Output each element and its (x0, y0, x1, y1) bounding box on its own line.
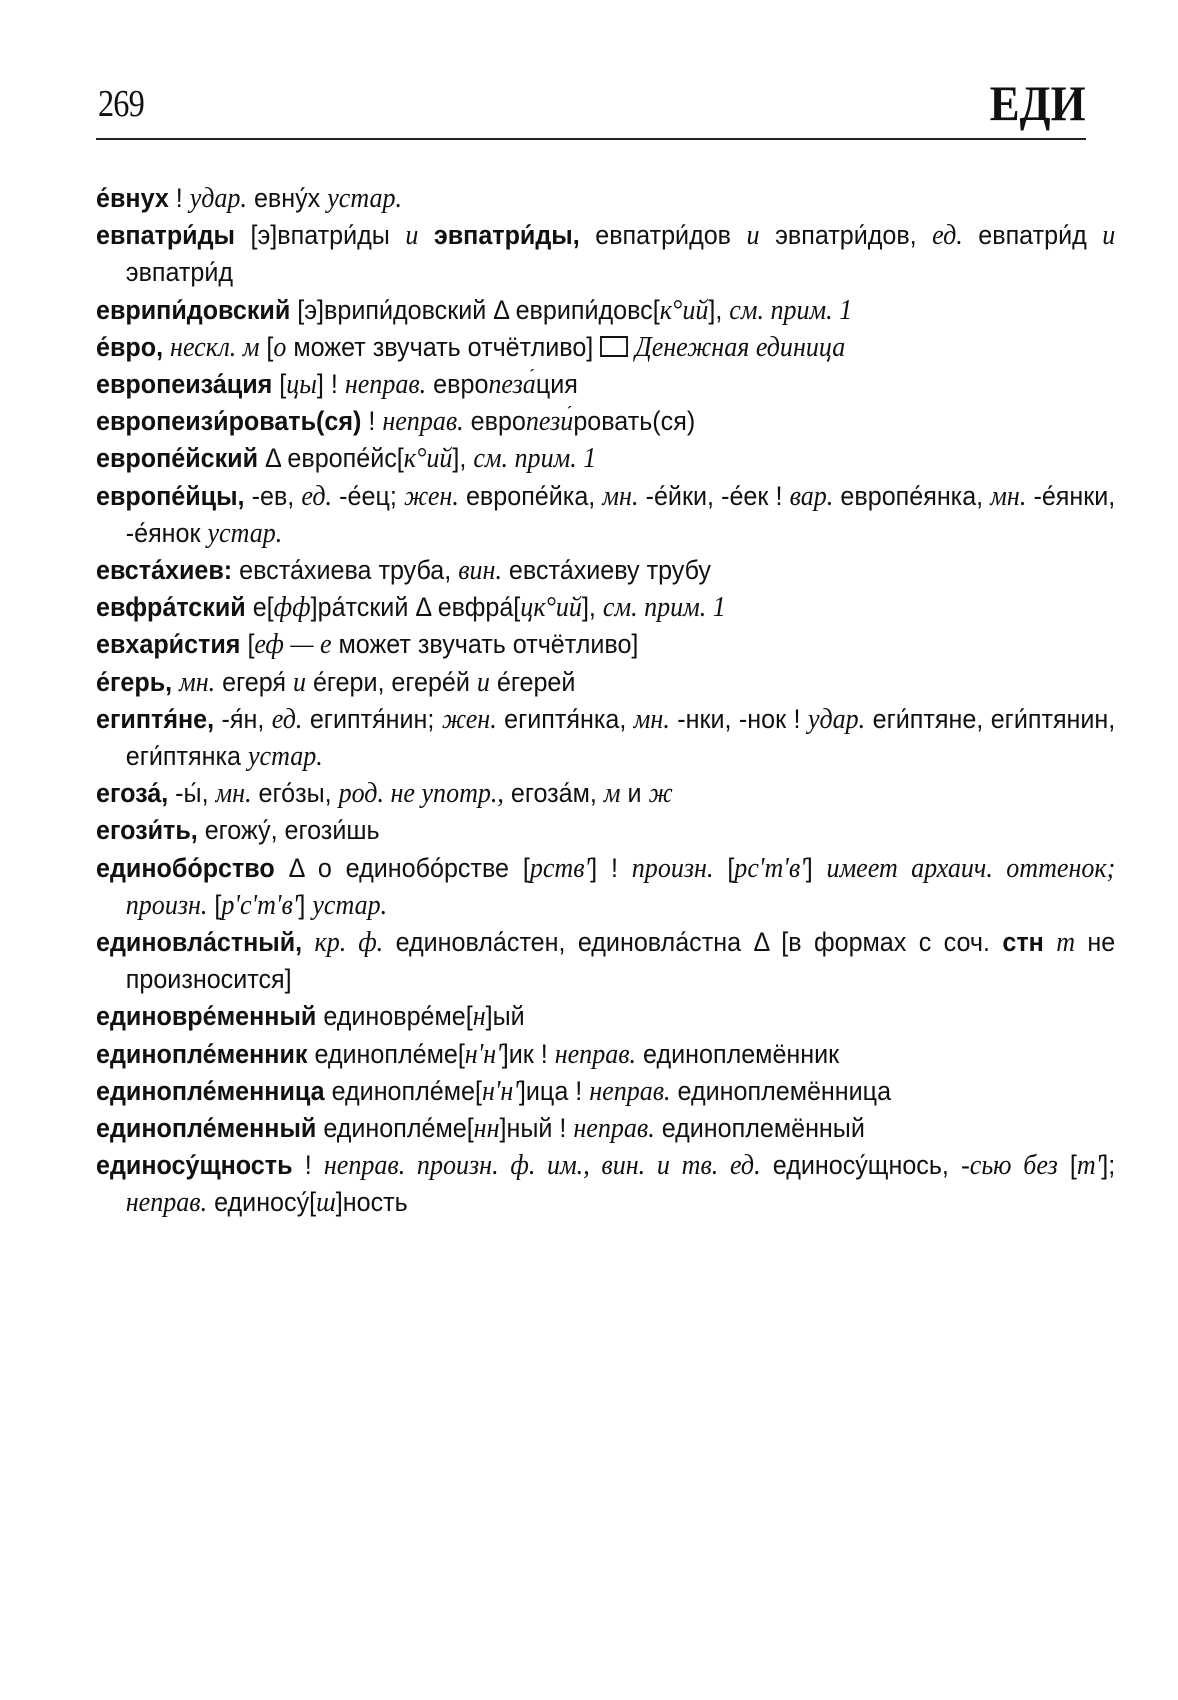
italic-label: пези́ (525, 406, 574, 438)
entry-text: единопле́ме[ (316, 1113, 474, 1144)
entry-text: Δ европе́йс[ (258, 443, 404, 474)
entry-text: единоплемённик (636, 1038, 840, 1069)
dictionary-entry (96, 1110, 1115, 1147)
italic-label: неправ. (344, 369, 427, 401)
headword: егози́ть, (96, 815, 198, 846)
dictionary-entry (96, 440, 1115, 477)
headword: единовла́стный, (96, 927, 303, 958)
entry-text: может звучать отчётливо] (331, 629, 639, 660)
header-rule (96, 138, 1086, 140)
headword: египтя́не, (96, 703, 215, 734)
dictionary-entry (96, 403, 1115, 440)
italic-label: устар. (207, 517, 283, 549)
entry-text: [ (1057, 1150, 1077, 1181)
italic-label: пеза́ (488, 369, 536, 401)
italic-label: т' (1076, 1150, 1102, 1182)
dictionary-entry (96, 180, 1115, 217)
entry-text: евро (463, 406, 526, 437)
entry-text: ]; (1101, 1150, 1116, 1181)
entry-text: европе́янка, (833, 480, 991, 511)
italic-label: жен. (403, 480, 459, 512)
headword: европеиза́ция (96, 369, 273, 400)
entry-text: евпатри́д (962, 220, 1103, 251)
entry-text: европе́йка, (458, 480, 603, 511)
entry-text: его́зы, (251, 778, 339, 809)
headword: европеизи́ровать(ся) (96, 406, 362, 437)
italic-label: и (476, 666, 490, 698)
dictionary-entry (96, 1073, 1115, 1110)
entry-text (163, 332, 170, 362)
italic-label: нескл. м (170, 331, 260, 363)
entry-text: ]ра́тский Δ евфра́[ (310, 592, 521, 623)
italic-label: неправ. (589, 1075, 671, 1107)
italic-label: см. прим. 1 (602, 592, 726, 624)
entry-text: е́гери, егере́й (305, 666, 477, 697)
bold-form: эвпатри́ды, (433, 220, 580, 251)
italic-label: устар. (247, 741, 323, 773)
italic-label: имеет архаич. оттенок; произн. (125, 852, 1116, 921)
headword: европе́йцы, (96, 480, 245, 511)
entry-text: евро (426, 369, 489, 400)
entry-text: -ев, (244, 480, 302, 511)
italic-label: устар. (327, 183, 402, 214)
entry-text: еги́птяне, еги́птянин, еги́птянка (125, 703, 1116, 772)
headword: е́внух (96, 183, 169, 213)
italic-label: о (273, 331, 287, 363)
italic-label: и (1102, 220, 1116, 252)
entry-text: евпатри́дов (579, 220, 747, 251)
entry-text: евста́хиеву трубу (501, 555, 711, 586)
italic-label: неправ. (382, 406, 464, 438)
entry-text: егеря́ (215, 666, 293, 697)
bold-form: стн (1002, 927, 1044, 958)
headword: егоза́, (96, 778, 169, 809)
italic-label: цк°ий (520, 592, 582, 624)
dictionary-entry (96, 998, 1115, 1035)
dictionary-entry (96, 626, 1115, 663)
entry-text: евста́хиева труба, (232, 555, 459, 586)
entry-list (96, 180, 1116, 1222)
italic-label: удар. (807, 703, 866, 735)
entry-text: ! (361, 406, 383, 437)
entry-text: ], (708, 294, 730, 325)
italic-label: и (746, 220, 760, 252)
italic-label: рс'т'в' (734, 852, 806, 884)
entry-text: и (620, 778, 649, 809)
headword: единобо́рство (96, 852, 275, 883)
italic-label: фф (273, 592, 311, 624)
italic-label: неправ. произн. ф. им., вин. и тв. ед. (323, 1150, 761, 1182)
italic-label: неправ. (554, 1038, 637, 1070)
dictionary-entry (96, 664, 1115, 701)
italic-label: к°ий (403, 443, 453, 475)
entry-text (628, 332, 635, 362)
entry-text: [э]впатри́ды (234, 220, 406, 251)
entry-text: ция (535, 369, 578, 400)
headword: еврипи́довский (96, 294, 291, 325)
italic-label: устар. (312, 889, 388, 921)
entry-text: единосу́[ (207, 1187, 317, 1218)
headword: единопле́менник (96, 1038, 308, 1069)
entry-text: егоза́м, (503, 778, 604, 809)
dictionary-entry (96, 478, 1115, 552)
entry-text: ]ица ! (518, 1075, 590, 1106)
italic-label: удар. (189, 183, 247, 214)
entry-text: единовла́стен, единовла́стна Δ [в формах с соч. (383, 927, 1003, 958)
italic-label: рств' (529, 852, 591, 884)
italic-label: мн. (215, 778, 252, 810)
entry-text: -е́ец; (332, 480, 404, 511)
entry-text: ] (298, 889, 313, 920)
dictionary-entry (96, 217, 1115, 291)
italic-label: мн. (990, 480, 1027, 512)
entry-text: единопле́ме[ (307, 1038, 465, 1069)
italic-label: мн. (633, 703, 670, 735)
italic-label: Денежная единица (635, 331, 846, 363)
italic-label: вар. (789, 480, 834, 512)
entry-text: -ы́, (168, 778, 216, 809)
dictionary-entry (96, 1036, 1115, 1073)
italic-label: м (603, 778, 621, 810)
dictionary-entry (96, 1147, 1115, 1221)
italic-label: цы (286, 369, 317, 401)
dictionary-entry (96, 775, 1115, 812)
entry-text: [э]врипи́довский Δ еврипи́довс[ (290, 294, 660, 325)
italic-label: мн. (602, 480, 639, 512)
italic-label: ш (316, 1187, 336, 1219)
entry-text (418, 220, 434, 250)
italic-label: неправ. (125, 1187, 208, 1219)
italic-label: род. не употр., (338, 778, 504, 810)
entry-text: единопле́ме[ (324, 1075, 482, 1106)
entry-text: -я́н, (214, 703, 272, 734)
entry-text: [ (713, 852, 735, 883)
dictionary-entry (96, 552, 1115, 589)
italic-label: жен. (441, 703, 497, 735)
entry-text: не произносится] (125, 927, 1116, 995)
italic-label: ед. (301, 480, 333, 512)
italic-label: мн. (179, 666, 216, 698)
italic-label: ед. (932, 220, 963, 252)
headword: единопле́менница (96, 1075, 325, 1106)
entry-text: [ (240, 629, 255, 660)
entry-text: египтя́нин; (302, 703, 442, 734)
entry-text: [ (272, 369, 287, 400)
entry-text: ], (581, 592, 603, 623)
entry-text: е́герей (489, 666, 576, 697)
italic-label: неправ. (573, 1113, 655, 1145)
headword: евпатри́ды (96, 220, 235, 251)
entry-text: ]ый (485, 1001, 525, 1032)
headword: евста́хиев: (96, 555, 233, 586)
entry-text: ]ный ! (499, 1113, 574, 1144)
entry-text (1044, 927, 1056, 957)
italic-label: и (292, 666, 306, 698)
italic-label: н'н' (464, 1038, 502, 1070)
italic-label: произн. (631, 852, 714, 884)
entry-text: египтя́нка, (496, 703, 634, 734)
italic-label: -сью без (961, 1150, 1058, 1182)
entry-text: эвпатри́дов, (759, 220, 933, 251)
dictionary-entry (96, 812, 1115, 849)
entry-text: единоплемённый (654, 1113, 865, 1144)
headword: единовре́менный (96, 1001, 317, 1032)
dictionary-entry (96, 292, 1115, 329)
entry-text: ] ! (316, 369, 345, 400)
page-number: 269 (98, 83, 144, 125)
italic-label: н (472, 1001, 486, 1033)
entry-text: -е́йки, -е́ек ! (638, 480, 790, 511)
entry-text: единовре́ме[ (316, 1001, 473, 1032)
italic-label: н'н' (481, 1075, 519, 1107)
italic-label: см. прим. 1 (729, 294, 853, 326)
entry-text: [ (207, 889, 222, 920)
definition-box-icon (600, 336, 628, 357)
entry-text: егожу́, егози́шь (197, 815, 380, 846)
italic-label: еф — е (254, 629, 332, 661)
page-header (96, 72, 1086, 132)
headword: е́вро, (96, 331, 164, 362)
entry-text: эвпатри́д (125, 257, 234, 288)
dictionary-entry (96, 589, 1115, 626)
entry-text: ]ность (335, 1187, 408, 1218)
entry-text: ! (292, 1150, 324, 1181)
headword: единопле́менный (96, 1113, 317, 1144)
italic-label: ж (648, 778, 673, 810)
italic-label: нн (473, 1113, 500, 1145)
entry-text: евну́х (246, 183, 328, 213)
dictionary-entry (96, 366, 1115, 403)
headword: евхари́стия (96, 629, 241, 660)
entry-text: -е́янки, -е́янок (125, 480, 1116, 548)
italic-label: вин. (458, 555, 502, 587)
dictionary-entry (96, 850, 1115, 924)
dictionary-entry (96, 924, 1115, 998)
italic-label: кр. ф. (314, 927, 384, 959)
italic-label: ед. (271, 703, 303, 735)
italic-label: см. прим. 1 (473, 443, 597, 475)
entry-text: ]ик ! (501, 1038, 555, 1069)
entry-text: -нки, -нок ! (669, 703, 808, 734)
entry-text: ровать(ся) (573, 406, 696, 437)
entry-text: [ (259, 331, 274, 362)
entry-text: ] ! (590, 852, 632, 883)
entry-text: единосу́щнось, (760, 1150, 962, 1181)
entry-text: е[ (245, 592, 274, 623)
italic-label: р'с'т'в' (221, 889, 299, 921)
entry-text: Δ о единобо́рстве [ (274, 852, 530, 883)
headword: е́герь, (96, 666, 173, 697)
entry-text: ], (452, 443, 474, 474)
headword: евфра́тский (96, 592, 246, 623)
running-head: ЕДИ (990, 75, 1086, 131)
dictionary-entry (96, 701, 1115, 775)
headword: европе́йский (96, 443, 259, 474)
entry-text: единоплемённица (670, 1075, 892, 1106)
dictionary-entry (96, 329, 1115, 366)
italic-label: к°ий (659, 294, 709, 326)
entry-text: ! (168, 183, 190, 213)
entry-text (302, 927, 314, 957)
italic-label: т (1056, 927, 1076, 959)
entry-text: может звучать отчётливо] (286, 331, 601, 362)
entry-text: ] (805, 852, 827, 883)
headword: единосу́щность (96, 1150, 293, 1181)
italic-label: и (405, 220, 419, 252)
